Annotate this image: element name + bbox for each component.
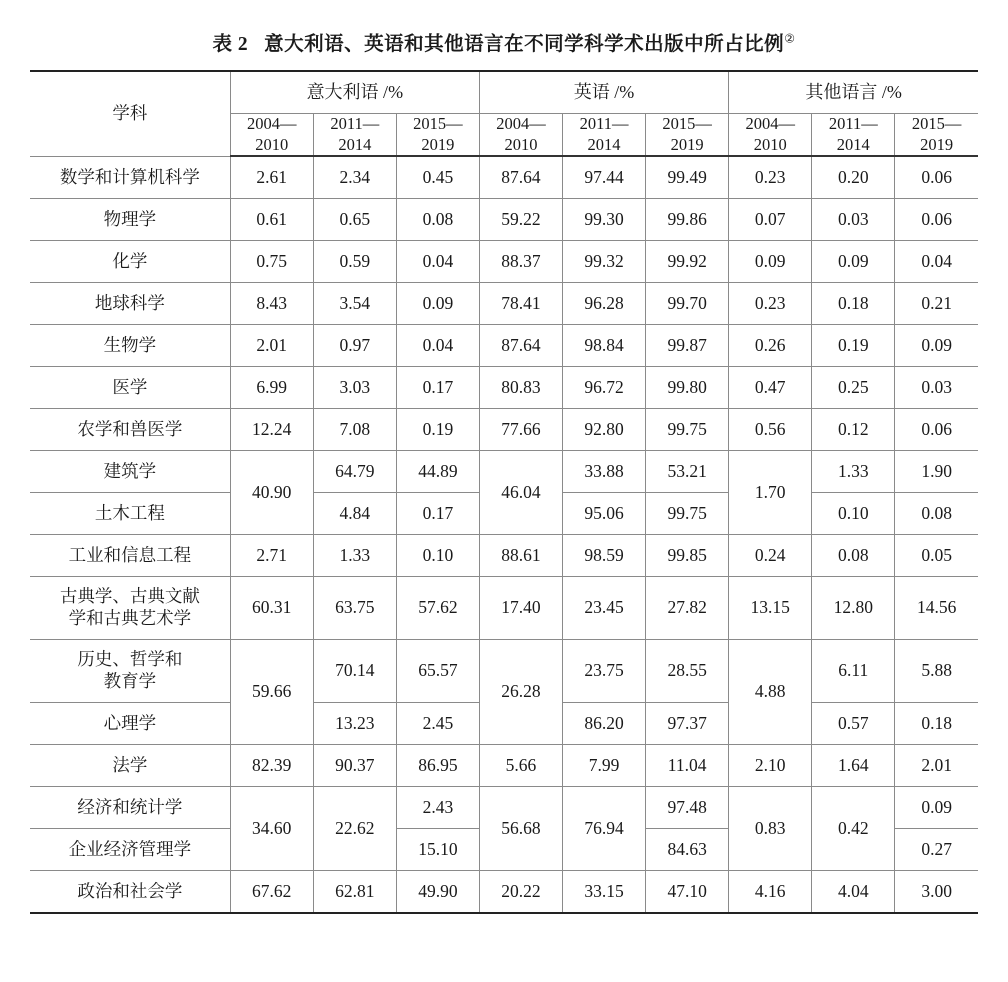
cell-value: 0.08 [895, 493, 978, 535]
cell-value: 99.75 [646, 409, 729, 451]
table-row [30, 535, 978, 577]
caption-text: 意大利语、英语和其他语言在不同学科学术出版中所占比例 [264, 34, 785, 55]
header-group-other: 其他语言 /% [729, 71, 978, 114]
cell-value: 0.10 [812, 493, 895, 535]
header-period-ot-3: 2015— 2019 [895, 114, 978, 157]
cell-value: 0.05 [895, 535, 978, 577]
cell-value: 0.06 [895, 409, 978, 451]
cell-value: 2.61 [230, 156, 313, 199]
table-row [30, 409, 978, 451]
cell-value: 1.33 [313, 535, 396, 577]
table-row [30, 577, 978, 640]
row-subject: 土木工程 [30, 493, 230, 535]
cell-value: 12.80 [812, 577, 895, 640]
cell-value: 33.88 [563, 451, 646, 493]
cell-value: 2.01 [895, 745, 978, 787]
cell-value-merged: 0.42 [812, 787, 895, 871]
cell-value: 97.37 [646, 703, 729, 745]
cell-value: 8.43 [230, 283, 313, 325]
cell-value: 33.15 [563, 871, 646, 914]
cell-value: 0.23 [729, 156, 812, 199]
cell-value: 0.57 [812, 703, 895, 745]
cell-value: 95.06 [563, 493, 646, 535]
header-period-it-1: 2004— 2010 [230, 114, 313, 157]
header-period-it-2: 2011— 2014 [313, 114, 396, 157]
row-subject: 企业经济管理学 [30, 829, 230, 871]
row-subject: 经济和统计学 [30, 787, 230, 829]
row-subject: 农学和兽医学 [30, 409, 230, 451]
cell-value: 14.56 [895, 577, 978, 640]
cell-value: 4.84 [313, 493, 396, 535]
cell-value: 0.20 [812, 156, 895, 199]
cell-value: 0.56 [729, 409, 812, 451]
cell-value: 97.44 [563, 156, 646, 199]
cell-value: 99.32 [563, 241, 646, 283]
row-subject [30, 640, 230, 703]
cell-value: 0.09 [895, 325, 978, 367]
cell-value: 0.03 [895, 367, 978, 409]
row-subject-line1: 古典学、古典文献 [59, 586, 200, 607]
table-row [30, 156, 978, 199]
cell-value: 80.83 [479, 367, 562, 409]
cell-value: 0.08 [396, 199, 479, 241]
cell-value: 0.59 [313, 241, 396, 283]
cell-value: 96.28 [563, 283, 646, 325]
cell-value: 99.85 [646, 535, 729, 577]
table-row [30, 241, 978, 283]
cell-value: 0.09 [396, 283, 479, 325]
cell-value: 86.20 [563, 703, 646, 745]
cell-value: 90.37 [313, 745, 396, 787]
cell-value: 0.04 [895, 241, 978, 283]
row-subject: 法学 [30, 745, 230, 787]
row-subject-line2: 教育学 [103, 671, 157, 692]
cell-value: 2.71 [230, 535, 313, 577]
cell-value: 99.70 [646, 283, 729, 325]
cell-value: 23.45 [563, 577, 646, 640]
cell-value: 77.66 [479, 409, 562, 451]
header-period-en-1: 2004— 2010 [479, 114, 562, 157]
cell-value: 0.12 [812, 409, 895, 451]
caption-superscript: ② [784, 31, 796, 46]
table-row [30, 745, 978, 787]
cell-value: 0.19 [396, 409, 479, 451]
cell-value: 0.06 [895, 199, 978, 241]
cell-value: 5.88 [895, 640, 978, 703]
cell-value-merged: 0.83 [729, 787, 812, 871]
cell-value: 1.64 [812, 745, 895, 787]
cell-value: 59.22 [479, 199, 562, 241]
cell-value: 0.09 [729, 241, 812, 283]
cell-value: 0.47 [729, 367, 812, 409]
table-row [30, 640, 978, 703]
cell-value: 0.04 [396, 241, 479, 283]
cell-value-merged: 40.90 [230, 451, 313, 535]
cell-value: 60.31 [230, 577, 313, 640]
cell-value: 12.24 [230, 409, 313, 451]
cell-value: 0.06 [895, 156, 978, 199]
cell-value-merged: 59.66 [230, 640, 313, 745]
table-header-groups [30, 71, 978, 114]
cell-value: 0.19 [812, 325, 895, 367]
cell-value: 13.23 [313, 703, 396, 745]
cell-value: 0.04 [396, 325, 479, 367]
cell-value: 4.16 [729, 871, 812, 914]
cell-value: 2.43 [396, 787, 479, 829]
row-subject: 工业和信息工程 [30, 535, 230, 577]
cell-value: 20.22 [479, 871, 562, 914]
cell-value: 0.03 [812, 199, 895, 241]
cell-value-merged: 22.62 [313, 787, 396, 871]
row-subject: 政治和社会学 [30, 871, 230, 914]
row-subject: 建筑学 [30, 451, 230, 493]
cell-value: 62.81 [313, 871, 396, 914]
header-period-it-3: 2015— 2019 [396, 114, 479, 157]
cell-value: 0.17 [396, 367, 479, 409]
cell-value: 6.99 [230, 367, 313, 409]
cell-value: 4.04 [812, 871, 895, 914]
cell-value: 0.07 [729, 199, 812, 241]
cell-value: 44.89 [396, 451, 479, 493]
cell-value: 96.72 [563, 367, 646, 409]
cell-value: 0.97 [313, 325, 396, 367]
cell-value: 1.33 [812, 451, 895, 493]
cell-value: 84.63 [646, 829, 729, 871]
row-subject: 地球科学 [30, 283, 230, 325]
cell-value: 0.75 [230, 241, 313, 283]
header-period-ot-2: 2011— 2014 [812, 114, 895, 157]
cell-value: 0.27 [895, 829, 978, 871]
cell-value: 78.41 [479, 283, 562, 325]
cell-value: 63.75 [313, 577, 396, 640]
row-subject: 生物学 [30, 325, 230, 367]
cell-value: 7.08 [313, 409, 396, 451]
cell-value: 27.82 [646, 577, 729, 640]
cell-value: 98.59 [563, 535, 646, 577]
cell-value: 28.55 [646, 640, 729, 703]
cell-value: 99.49 [646, 156, 729, 199]
row-subject: 物理学 [30, 199, 230, 241]
cell-value: 87.64 [479, 156, 562, 199]
table-row [30, 199, 978, 241]
cell-value-merged: 46.04 [479, 451, 562, 535]
cell-value: 0.24 [729, 535, 812, 577]
cell-value: 98.84 [563, 325, 646, 367]
cell-value: 99.75 [646, 493, 729, 535]
cell-value: 0.09 [895, 787, 978, 829]
table-caption [30, 28, 978, 56]
row-subject-line2: 学和古典艺术学 [68, 608, 192, 629]
cell-value: 13.15 [729, 577, 812, 640]
cell-value: 47.10 [646, 871, 729, 914]
cell-value: 2.45 [396, 703, 479, 745]
caption-number: 表 2 [212, 34, 249, 55]
table-row [30, 367, 978, 409]
cell-value: 2.10 [729, 745, 812, 787]
cell-value: 99.30 [563, 199, 646, 241]
cell-value: 53.21 [646, 451, 729, 493]
header-group-italian: 意大利语 /% [230, 71, 479, 114]
cell-value: 1.90 [895, 451, 978, 493]
cell-value: 0.26 [729, 325, 812, 367]
cell-value: 11.04 [646, 745, 729, 787]
row-subject [30, 577, 230, 640]
cell-value: 0.18 [895, 703, 978, 745]
cell-value: 0.21 [895, 283, 978, 325]
cell-value-merged: 76.94 [563, 787, 646, 871]
cell-value: 88.61 [479, 535, 562, 577]
cell-value: 3.54 [313, 283, 396, 325]
cell-value: 97.48 [646, 787, 729, 829]
cell-value: 23.75 [563, 640, 646, 703]
cell-value: 0.17 [396, 493, 479, 535]
cell-value: 0.45 [396, 156, 479, 199]
cell-value: 0.23 [729, 283, 812, 325]
table-row [30, 283, 978, 325]
cell-value: 0.08 [812, 535, 895, 577]
row-subject-line1: 历史、哲学和 [77, 649, 183, 670]
cell-value: 3.03 [313, 367, 396, 409]
cell-value: 49.90 [396, 871, 479, 914]
cell-value: 64.79 [313, 451, 396, 493]
header-group-english: 英语 /% [479, 71, 728, 114]
header-period-en-3: 2015— 2019 [646, 114, 729, 157]
cell-value: 2.34 [313, 156, 396, 199]
table-row [30, 451, 978, 493]
cell-value: 82.39 [230, 745, 313, 787]
cell-value: 2.01 [230, 325, 313, 367]
cell-value: 70.14 [313, 640, 396, 703]
cell-value: 88.37 [479, 241, 562, 283]
cell-value: 0.09 [812, 241, 895, 283]
header-period-en-2: 2011— 2014 [563, 114, 646, 157]
cell-value-merged: 26.28 [479, 640, 562, 745]
table-row [30, 325, 978, 367]
row-subject: 化学 [30, 241, 230, 283]
row-subject: 数学和计算机科学 [30, 156, 230, 199]
cell-value: 7.99 [563, 745, 646, 787]
cell-value: 99.80 [646, 367, 729, 409]
cell-value-merged: 4.88 [729, 640, 812, 745]
cell-value: 86.95 [396, 745, 479, 787]
cell-value: 67.62 [230, 871, 313, 914]
cell-value: 17.40 [479, 577, 562, 640]
cell-value-merged: 34.60 [230, 787, 313, 871]
cell-value: 0.18 [812, 283, 895, 325]
header-subject: 学科 [30, 71, 230, 156]
cell-value: 92.80 [563, 409, 646, 451]
row-subject: 心理学 [30, 703, 230, 745]
cell-value: 0.25 [812, 367, 895, 409]
cell-value: 99.87 [646, 325, 729, 367]
row-subject: 医学 [30, 367, 230, 409]
data-table [30, 70, 978, 914]
cell-value-merged: 1.70 [729, 451, 812, 535]
table-row [30, 787, 978, 829]
cell-value: 6.11 [812, 640, 895, 703]
cell-value: 0.10 [396, 535, 479, 577]
cell-value: 5.66 [479, 745, 562, 787]
cell-value-merged: 56.68 [479, 787, 562, 871]
cell-value: 3.00 [895, 871, 978, 914]
cell-value: 65.57 [396, 640, 479, 703]
cell-value: 99.92 [646, 241, 729, 283]
cell-value: 15.10 [396, 829, 479, 871]
cell-value: 0.61 [230, 199, 313, 241]
table-row [30, 871, 978, 914]
cell-value: 87.64 [479, 325, 562, 367]
header-period-ot-1: 2004— 2010 [729, 114, 812, 157]
cell-value: 57.62 [396, 577, 479, 640]
cell-value: 0.65 [313, 199, 396, 241]
cell-value: 99.86 [646, 199, 729, 241]
